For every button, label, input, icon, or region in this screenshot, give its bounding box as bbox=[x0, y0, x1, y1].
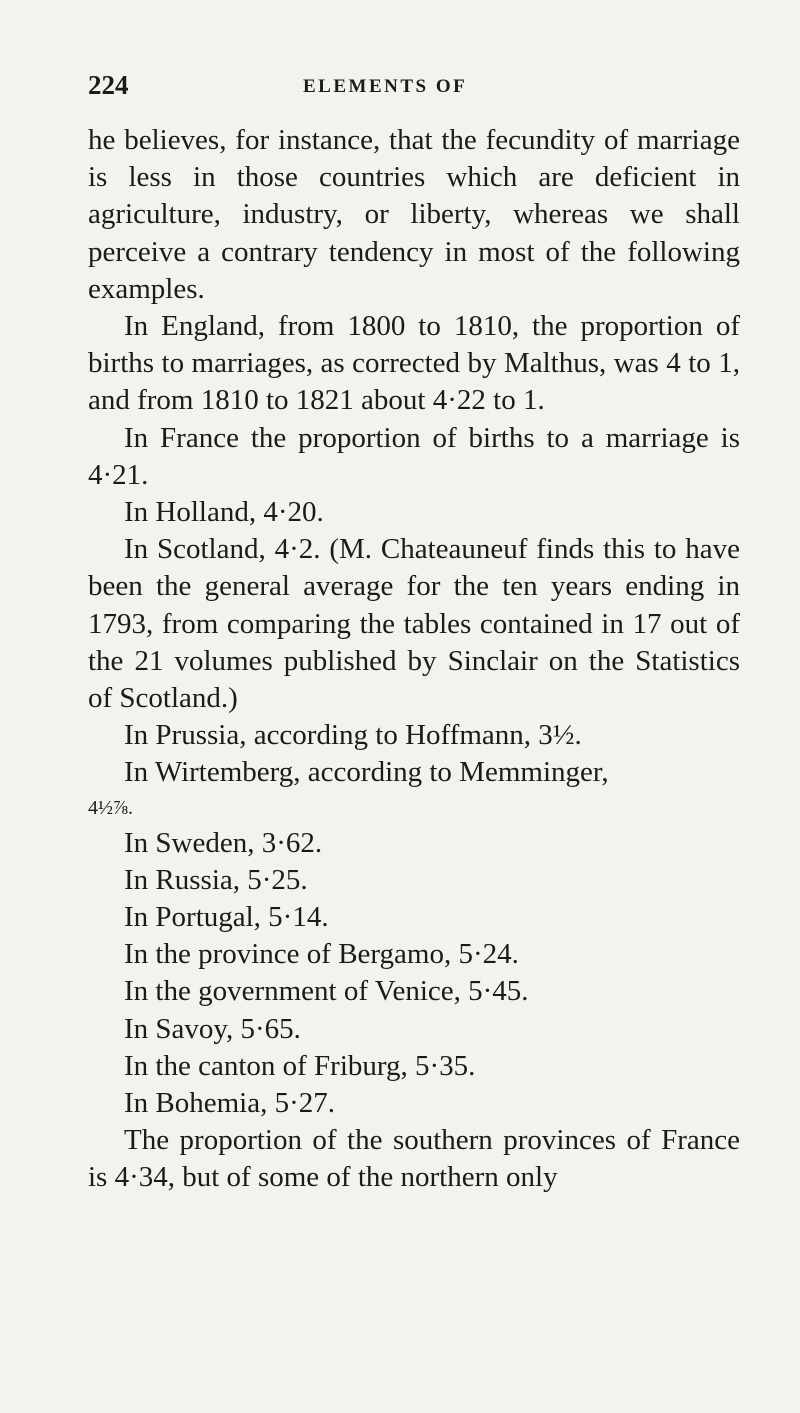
paragraph-england: In England, from 1800 to 1810, the proportion of births to marriages, as corrected by Malthus, was 4 to 1, and from 1810 to 1821 about 4·22 to 1. bbox=[88, 310, 740, 417]
body-text bbox=[88, 122, 740, 1197]
paragraph-prussia: In Prussia, according to Hoffmann, 3½. bbox=[124, 719, 582, 752]
paragraph-venice: In the government of Venice, 5·45. bbox=[124, 975, 529, 1008]
paragraph-bohemia: In Bohemia, 5·27. bbox=[124, 1087, 336, 1120]
paragraph-france: In France the proportion of births to a marriage is 4·21. bbox=[88, 421, 740, 491]
running-head bbox=[88, 70, 748, 110]
paragraph-southern-provinces: The proportion of the southern provinces of France is 4·34, but of some of the northern only bbox=[88, 1124, 740, 1194]
paragraph-scotland: In Scotland, 4·2. (M. Chateauneuf finds this to have been the general average for the ten years ending in 1793, from comparing the tables contained in 17 out of the 21 volumes published by Sinclair on the Statistics of Scotland.) bbox=[88, 533, 740, 715]
paragraph-portugal: In Portugal, 5·14. bbox=[124, 901, 329, 934]
paragraph-continuation: he believes, for instance, that the fecundity of marriage is less in those countries which are deficient in agriculture, industry, or liberty, whereas we shall perceive a contrary tendency in most of the following examples. bbox=[88, 124, 740, 305]
paragraph-savoy: In Savoy, 5·65. bbox=[124, 1012, 301, 1045]
paragraph-wirtemberg: In Wirtemberg, according to Memminger, bbox=[124, 756, 609, 789]
paragraph-friburg: In the canton of Friburg, 5·35. bbox=[124, 1049, 476, 1082]
paragraph-russia: In Russia, 5·25. bbox=[124, 863, 308, 896]
paragraph-sweden: In Sweden, 3·62. bbox=[124, 826, 323, 859]
page-number: 224 bbox=[88, 70, 129, 100]
header-title: ELEMENTS OF bbox=[303, 76, 468, 97]
paragraph-wirtemberg-value: 4½⅞. bbox=[88, 796, 133, 819]
paragraph-holland: In Holland, 4·20. bbox=[124, 496, 324, 529]
paragraph-bergamo: In the province of Bergamo, 5·24. bbox=[124, 938, 519, 971]
